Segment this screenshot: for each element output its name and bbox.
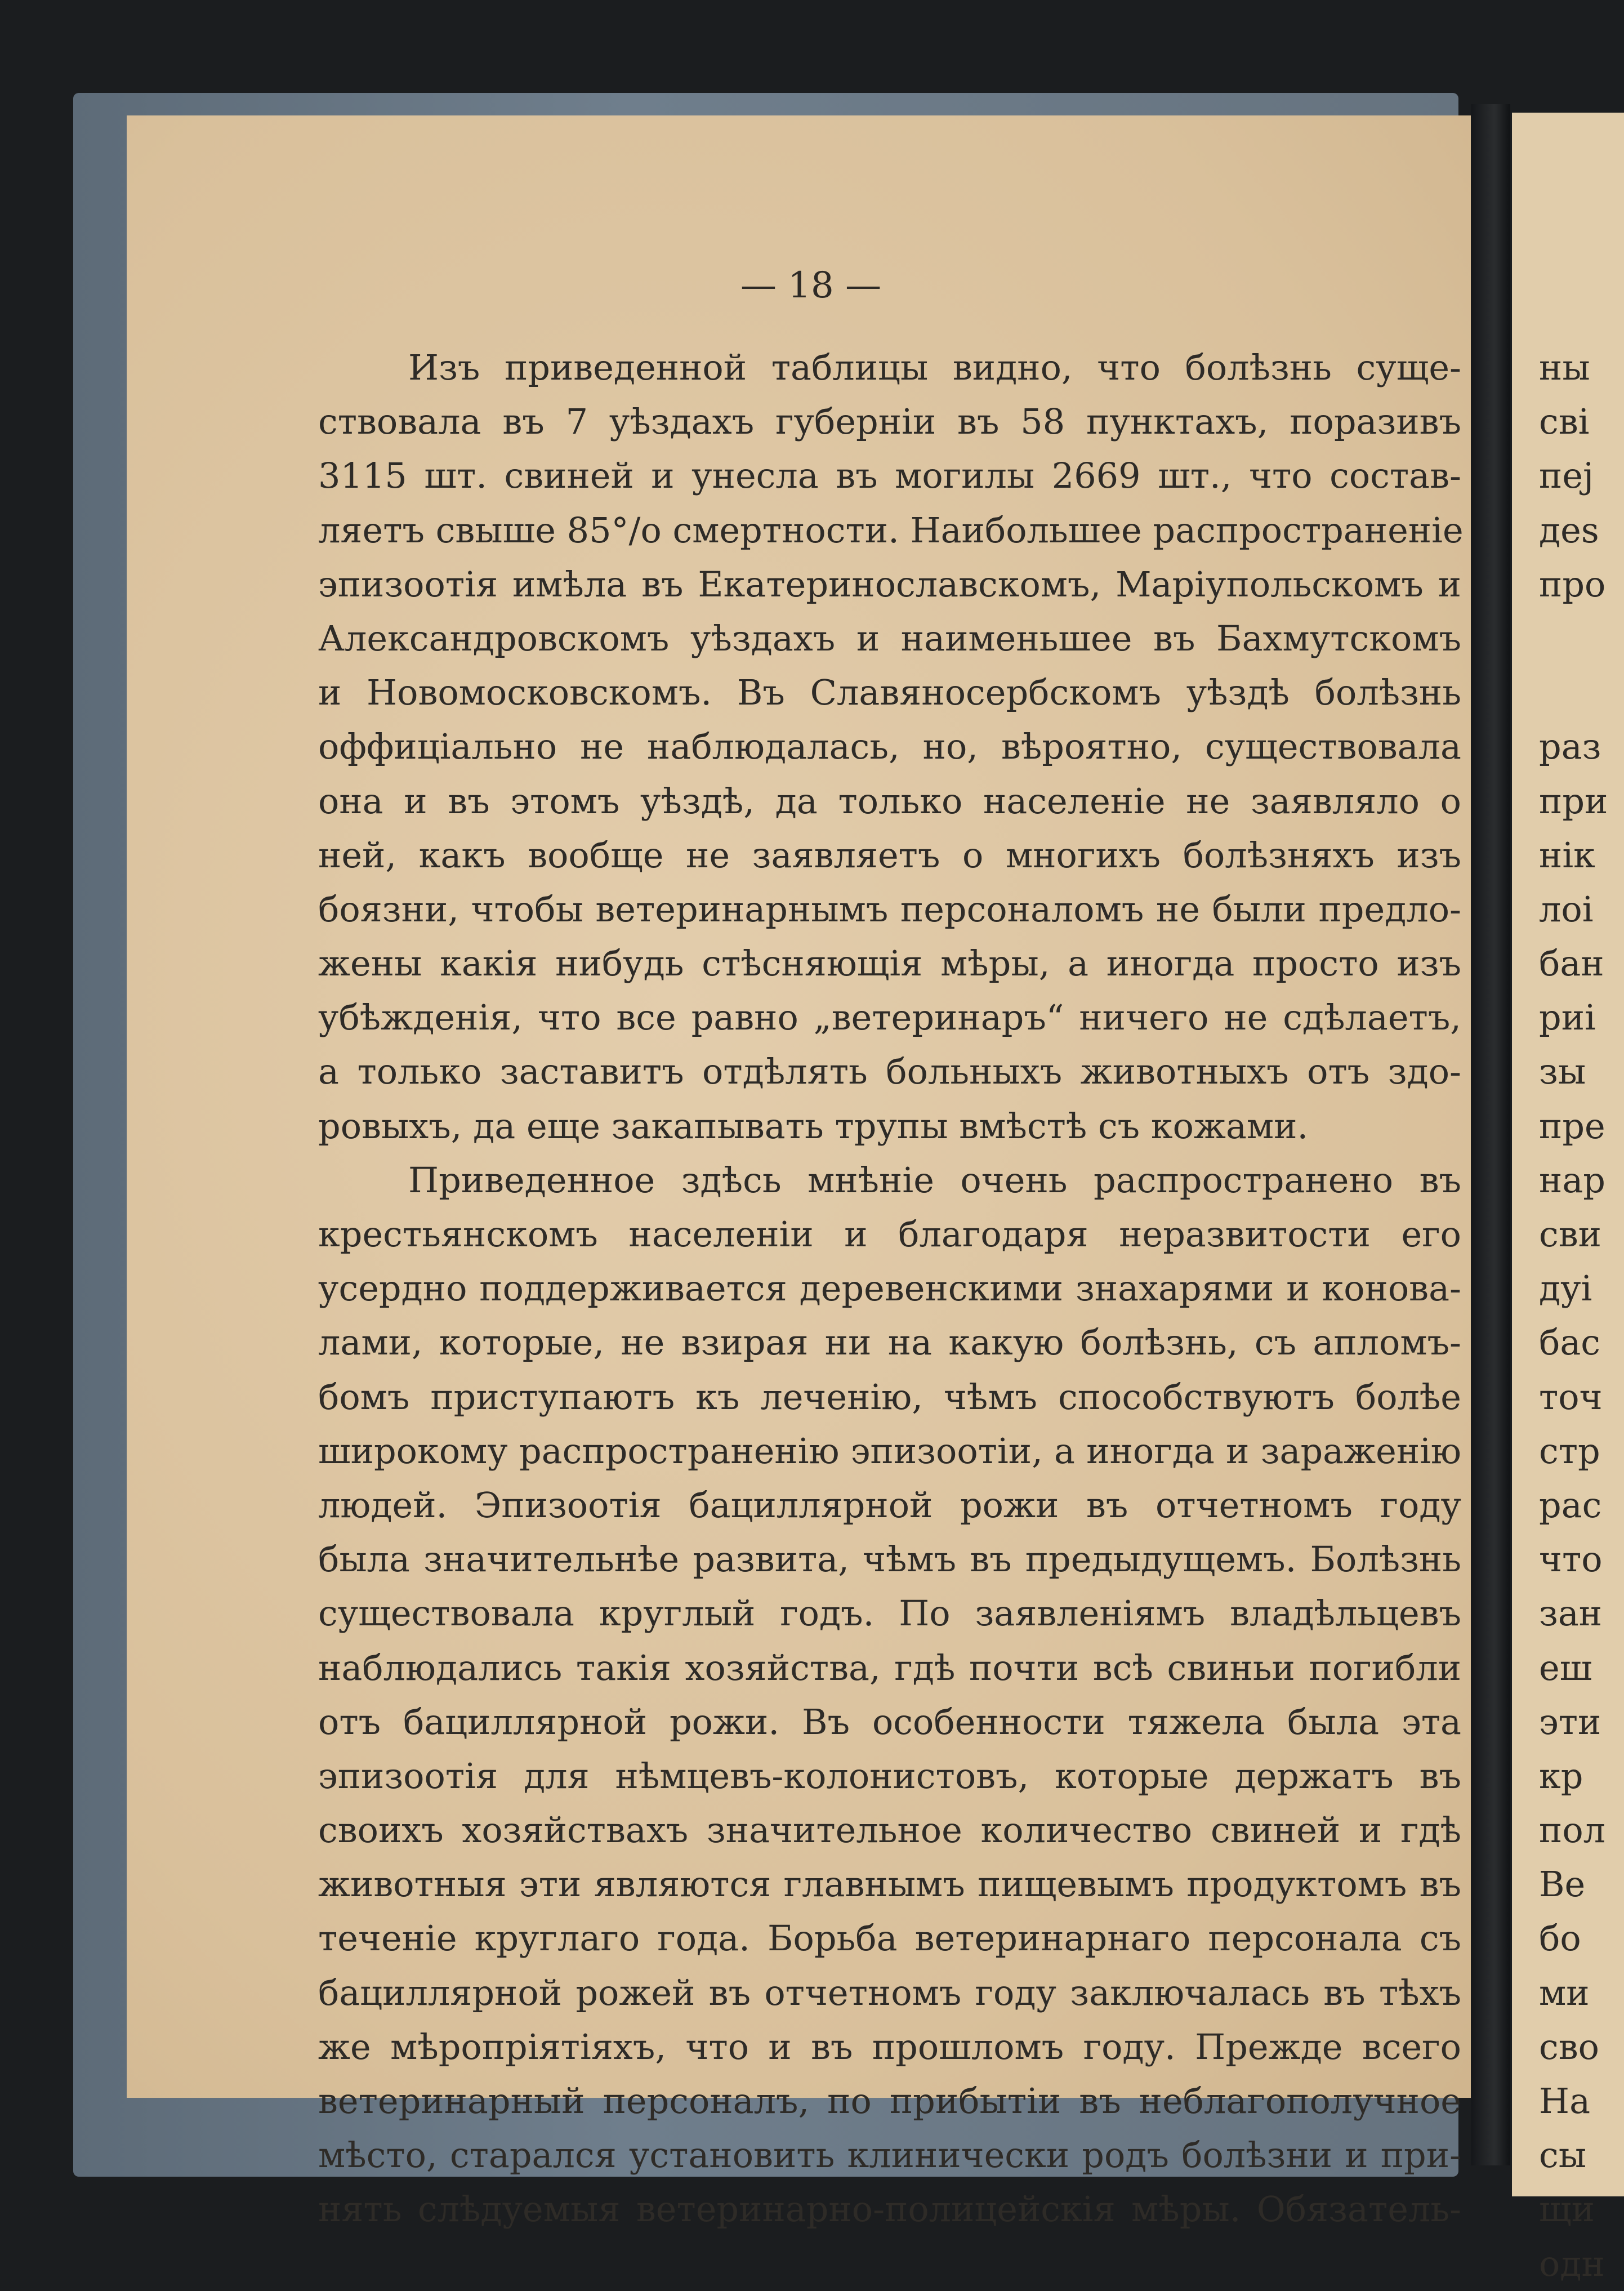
text-line: ней, какъ вообще не заявляетъ о многихъ болѣзняхъ изъ bbox=[318, 834, 1461, 876]
text-line: существовала круглый годъ. По заявленіямъ владѣльцевъ bbox=[318, 1593, 1461, 1634]
facing-page-fragments bbox=[1539, 341, 1624, 2291]
text-line: ветеринарный персоналъ, по прибытіи въ неблагополучное bbox=[318, 2080, 1461, 2121]
text-line: оффиціально не наблюдалась, но, вѣроятно, существовала bbox=[318, 726, 1461, 768]
fragment: сы bbox=[1539, 2134, 1587, 2176]
text-line: наблюдались такія хозяйства, гдѣ почти всѣ свиньи погибли bbox=[318, 1647, 1461, 1688]
fragment: деѕ bbox=[1539, 509, 1599, 551]
fragment: что bbox=[1539, 1539, 1603, 1580]
fragment: сви bbox=[1539, 1214, 1601, 1255]
fragment: кр bbox=[1539, 1755, 1583, 1797]
text-line: животныя эти являются главнымъ пищевымъ продуктомъ въ bbox=[318, 1864, 1461, 1905]
text-line: крестьянскомъ населеніи и благодаря неразвитости его bbox=[318, 1214, 1461, 1255]
fragment: пол bbox=[1539, 1809, 1606, 1851]
fragment: лоі bbox=[1539, 888, 1594, 930]
fragment: рас bbox=[1539, 1484, 1602, 1526]
fragment: зы bbox=[1539, 1051, 1586, 1093]
fragment: сво bbox=[1539, 2026, 1599, 2067]
text-line: Изъ приведенной таблицы видно, что болѣзнь суще- bbox=[408, 347, 1461, 388]
fragment: нік bbox=[1539, 834, 1595, 876]
fragment: бо bbox=[1539, 1918, 1581, 1959]
text-line: же мѣропріятіяхъ, что и въ прошломъ году. Прежде всего bbox=[318, 2026, 1461, 2067]
fragment: На bbox=[1539, 2080, 1591, 2122]
text-line: теченіе круглаго года. Борьба ветеринарнаго персонала съ bbox=[318, 1918, 1461, 1959]
text-line: ровыхъ, да еще закапывать трупы вмѣстѣ съ кожами. bbox=[318, 1105, 1309, 1147]
text-line: отъ бациллярной рожи. Въ особенности тяжела была эта bbox=[318, 1701, 1461, 1742]
fragment: ны bbox=[1539, 347, 1590, 388]
text-line: была значительнѣе развита, чѣмъ въ предыдущемъ. Болѣзнь bbox=[318, 1539, 1461, 1580]
fragment: стр bbox=[1539, 1430, 1600, 1472]
fragment: пеј bbox=[1539, 455, 1594, 497]
text-line: эпизоотія для нѣмцевъ-колонистовъ, которые держатъ въ bbox=[318, 1755, 1461, 1797]
text-line: широкому распространенію эпизоотіи, а иногда и зараженію bbox=[318, 1430, 1461, 1472]
fragment: еш bbox=[1539, 1647, 1592, 1688]
fragment: щи bbox=[1539, 2189, 1595, 2230]
text-line: своихъ хозяйствахъ значительное количество свиней и гдѣ bbox=[318, 1809, 1461, 1851]
text-line: нять слѣдуемыя ветеринарно-полицейскія мѣры. Обязатель- bbox=[318, 2189, 1461, 2230]
text-line: и Новомосковскомъ. Въ Славяносербскомъ уѣздѣ болѣзнь bbox=[318, 672, 1461, 714]
text-line: ляетъ свыше 85°/o смертности. Наибольшее распространеніе bbox=[318, 509, 1464, 551]
text-line: она и въ этомъ уѣздѣ, да только населеніе не заявляло о bbox=[318, 780, 1461, 822]
fragment: пре bbox=[1539, 1105, 1605, 1147]
text-line: 3115 шт. свиней и унесла въ могилы 2669 шт., что состав- bbox=[318, 455, 1461, 497]
text-line: людей. Эпизоотія бациллярной рожи въ отчетномъ году bbox=[318, 1484, 1461, 1526]
fragment: бан bbox=[1539, 943, 1604, 984]
fragment: одн bbox=[1539, 2243, 1605, 2284]
paragraph-gap bbox=[1539, 612, 1624, 720]
text-line: Александровскомъ уѣздахъ и наименьшее въ Бахмутскомъ bbox=[318, 617, 1461, 659]
fragment: при bbox=[1539, 780, 1608, 822]
text-line: усердно поддерживается деревенскими знахарями и конова- bbox=[318, 1268, 1461, 1309]
fragment: раз bbox=[1539, 726, 1601, 768]
text-line: бомъ приступаютъ къ леченію, чѣмъ способствуютъ болѣе bbox=[318, 1376, 1461, 1418]
fragment: риі bbox=[1539, 997, 1596, 1038]
fragment: ми bbox=[1539, 1972, 1590, 2013]
text-line: боязни, чтобы ветеринарнымъ персоналомъ не были предло- bbox=[318, 888, 1461, 930]
text-line: жены какія нибудь стѣсняющія мѣры, а иногда просто изъ bbox=[318, 943, 1461, 984]
text-line: мѣсто, старался установить клинически родъ болѣзни и при- bbox=[318, 2134, 1461, 2176]
fragment: бас bbox=[1539, 1322, 1601, 1363]
text-line: Приведенное здѣсь мнѣніе очень распространено въ bbox=[408, 1159, 1461, 1201]
text-line: ствовала въ 7 уѣздахъ губерніи въ 58 пунктахъ, поразивъ bbox=[318, 401, 1461, 443]
fragment: про bbox=[1539, 563, 1606, 605]
fragment: эти bbox=[1539, 1701, 1601, 1742]
text-line: лами, которые, не взирая ни на какую болѣзнь, съ апломъ- bbox=[318, 1322, 1461, 1363]
book-gutter bbox=[1471, 104, 1510, 2165]
fragment: Ве bbox=[1539, 1864, 1586, 1905]
fragment: дуі bbox=[1539, 1268, 1592, 1309]
fragment: точ bbox=[1539, 1376, 1603, 1418]
fragment: сві bbox=[1539, 401, 1590, 443]
text-line: эпизоотія имѣла въ Екатеринославскомъ, Маріупольскомъ и bbox=[318, 563, 1461, 605]
text-line: убѣжденія, что все равно „ветеринаръ“ ничего не сдѣлаетъ, bbox=[318, 997, 1461, 1038]
page-number: — 18 — bbox=[740, 265, 882, 306]
page-body-text bbox=[318, 341, 1464, 2237]
text-line: а только заставитъ отдѣлять больныхъ животныхъ отъ здо- bbox=[318, 1051, 1461, 1093]
fragment: нар bbox=[1539, 1159, 1605, 1201]
fragment: зан bbox=[1539, 1593, 1603, 1634]
text-line: бациллярной рожей въ отчетномъ году заключалась въ тѣхъ bbox=[318, 1972, 1461, 2013]
